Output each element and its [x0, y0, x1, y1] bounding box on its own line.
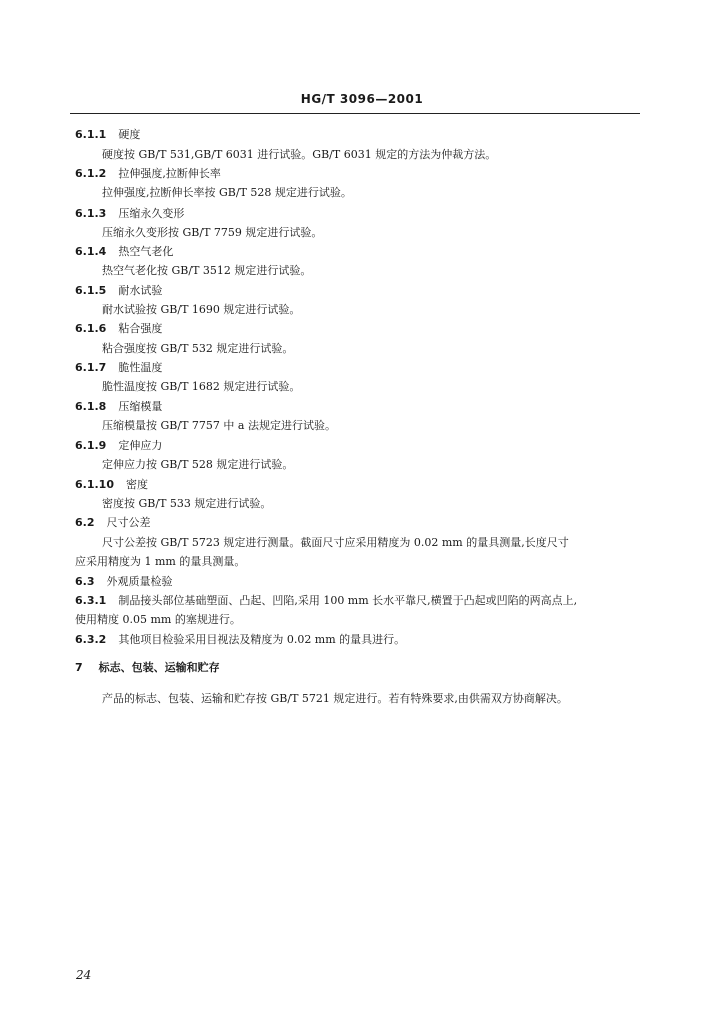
section-6-1-7-heading [75, 361, 162, 375]
section-number: 6.1.8 [75, 400, 107, 413]
section-title: 尺寸公差 [106, 516, 151, 529]
section-6-1-3-body: 压缩永久变形按 GB/T 7759 规定进行试验。 [102, 226, 323, 239]
section-6-1-8-heading [75, 400, 162, 414]
section-6-1-7-body: 脆性温度按 GB/T 1682 规定进行试验。 [102, 380, 301, 393]
document-header: HG/T 3096—2001 [300, 92, 424, 106]
section-number: 6.3.1 [75, 594, 107, 607]
section-6-3-2-heading [75, 633, 405, 647]
section-6-2-body-line-2: 应采用精度为 1 mm 的量具测量。 [75, 555, 246, 568]
section-6-1-1-heading [75, 128, 140, 142]
section-7-body: 产品的标志、包装、运输和贮存按 GB/T 5721 规定进行。若有特殊要求,由供需双方协商解决。 [102, 692, 568, 705]
section-6-1-1-body: 硬度按 GB/T 531,GB/T 6031 进行试验。GB/T 6031 规定的方法为仲裁方法。 [102, 148, 497, 161]
section-6-1-8-body: 压缩模量按 GB/T 7757 中 a 法规定进行试验。 [102, 419, 336, 432]
section-number: 6.2 [75, 516, 95, 529]
header-rule [70, 113, 640, 114]
section-number: 6.1.3 [75, 207, 107, 220]
section-number: 6.1.10 [75, 478, 114, 491]
section-text: 其他项目检验采用目视法及精度为 0.02 mm 的量具进行。 [118, 633, 406, 646]
section-number: 7 [75, 661, 83, 674]
section-6-2-heading [75, 516, 151, 530]
section-number: 6.1.1 [75, 128, 107, 141]
section-7-heading [75, 661, 220, 675]
section-number: 6.1.4 [75, 245, 107, 258]
section-6-3-1-line-2: 使用精度 0.05 mm 的塞规进行。 [75, 613, 241, 626]
section-title: 脆性温度 [118, 361, 163, 374]
section-6-1-6-body: 粘合强度按 GB/T 532 规定进行试验。 [102, 342, 294, 355]
section-title: 外观质量检验 [106, 575, 173, 588]
section-number: 6.1.6 [75, 322, 107, 335]
section-number: 6.3.2 [75, 633, 107, 646]
section-6-2-body-line-1: 尺寸公差按 GB/T 5723 规定进行测量。截面尺寸应采用精度为 0.02 mm 的量具测量,长度尺寸 [102, 536, 569, 549]
section-6-1-5-heading [75, 284, 162, 298]
section-text: 制品接头部位基础塑面、凸起、凹陷,采用 100 mm 长水平靠尺,横置于凸起或凹陷的两高点上, [118, 594, 578, 607]
section-title: 耐水试验 [118, 284, 163, 297]
section-6-1-5-body: 耐水试验按 GB/T 1690 规定进行试验。 [102, 303, 301, 316]
section-title: 定伸应力 [118, 439, 163, 452]
section-6-1-10-heading [75, 478, 148, 492]
section-number: 6.3 [75, 575, 95, 588]
section-6-1-6-heading [75, 322, 162, 336]
section-number: 6.1.9 [75, 439, 107, 452]
section-6-3-1-line-1 [75, 594, 577, 608]
section-6-1-9-heading [75, 439, 162, 453]
section-number: 6.1.5 [75, 284, 107, 297]
section-title: 热空气老化 [118, 245, 174, 258]
section-6-1-10-body: 密度按 GB/T 533 规定进行试验。 [102, 497, 272, 510]
page-number: 24 [76, 968, 92, 982]
section-number: 6.1.2 [75, 167, 107, 180]
section-title: 密度 [125, 478, 148, 491]
section-title: 硬度 [118, 128, 141, 141]
section-title: 压缩模量 [118, 400, 163, 413]
section-6-3-heading [75, 575, 173, 589]
section-6-1-2-body: 拉伸强度,拉断伸长率按 GB/T 528 规定进行试验。 [102, 186, 352, 199]
section-number: 6.1.7 [75, 361, 107, 374]
section-6-1-9-body: 定伸应力按 GB/T 528 规定进行试验。 [102, 458, 294, 471]
section-title: 拉伸强度,拉断伸长率 [118, 167, 221, 180]
section-title: 标志、包装、运输和贮存 [98, 661, 220, 674]
section-title: 压缩永久变形 [118, 207, 185, 220]
section-6-1-4-body: 热空气老化按 GB/T 3512 规定进行试验。 [102, 264, 312, 277]
section-title: 粘合强度 [118, 322, 163, 335]
section-6-1-4-heading [75, 245, 173, 259]
section-6-1-3-heading [75, 207, 184, 221]
section-6-1-2-heading [75, 167, 221, 181]
